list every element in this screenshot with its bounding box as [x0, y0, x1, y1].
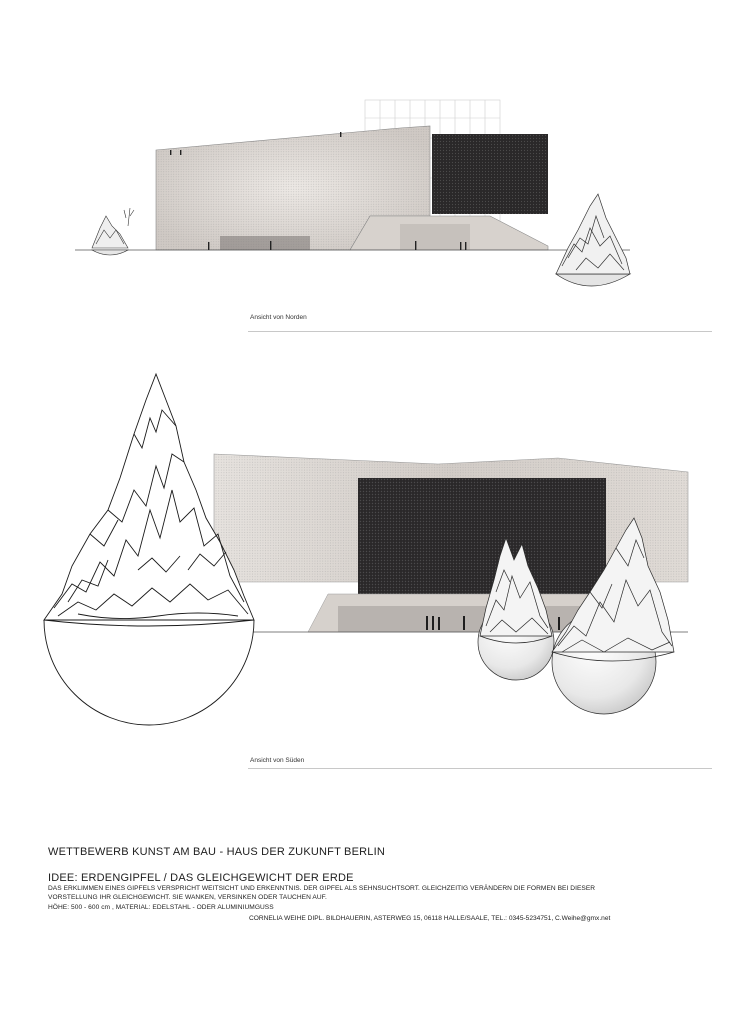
peak-sculpture-north-right [556, 194, 630, 286]
description-line-1: DAS ERKLIMMEN EINES GIPFELS VERSPRICHT WEITSICHT UND ERKENNTNIS. DER GIPFEL ALS SEHNSUCHTSORT. GLEICHZEITIG VERÄNDERN DIE FORMEN BEI DIESER [48, 885, 596, 892]
large-peak-sculpture-sketch [44, 374, 254, 725]
idea-title: IDEE: ERDENGIPFEL / DAS GLEICHGEWICHT DER ERDE [48, 872, 354, 884]
description-line-2: VORSTELLUNG IHR GLEICHGEWICHT. SIE WANKEN, VERSINKEN ODER TAUCHEN AUF. [48, 894, 327, 901]
specs-line: HÖHE: 500 - 600 cm , MATERIAL: EDELSTAHL - ODER ALUMINIUMGUSS [48, 904, 274, 911]
artist-credit: CORNELIA WEIHE DIPL. BILDHAUERIN, ASTERWEG 15, 06118 HALLE/SAALE, TEL.: 0345-5234751, C.Weihe@gmx.net [249, 915, 611, 922]
small-peak-sculpture-left [92, 208, 134, 255]
south-view-caption: Ansicht von Süden [250, 757, 305, 764]
building-facade-north [75, 126, 630, 250]
south-caption-rule [248, 768, 712, 769]
north-caption-rule [248, 331, 712, 332]
competition-title: WETTBEWERB KUNST AM BAU - HAUS DER ZUKUNFT BERLIN [48, 846, 385, 858]
south-elevation-drawing [38, 370, 718, 730]
north-elevation-drawing [70, 98, 650, 298]
north-view-caption: Ansicht von Norden [250, 314, 307, 321]
